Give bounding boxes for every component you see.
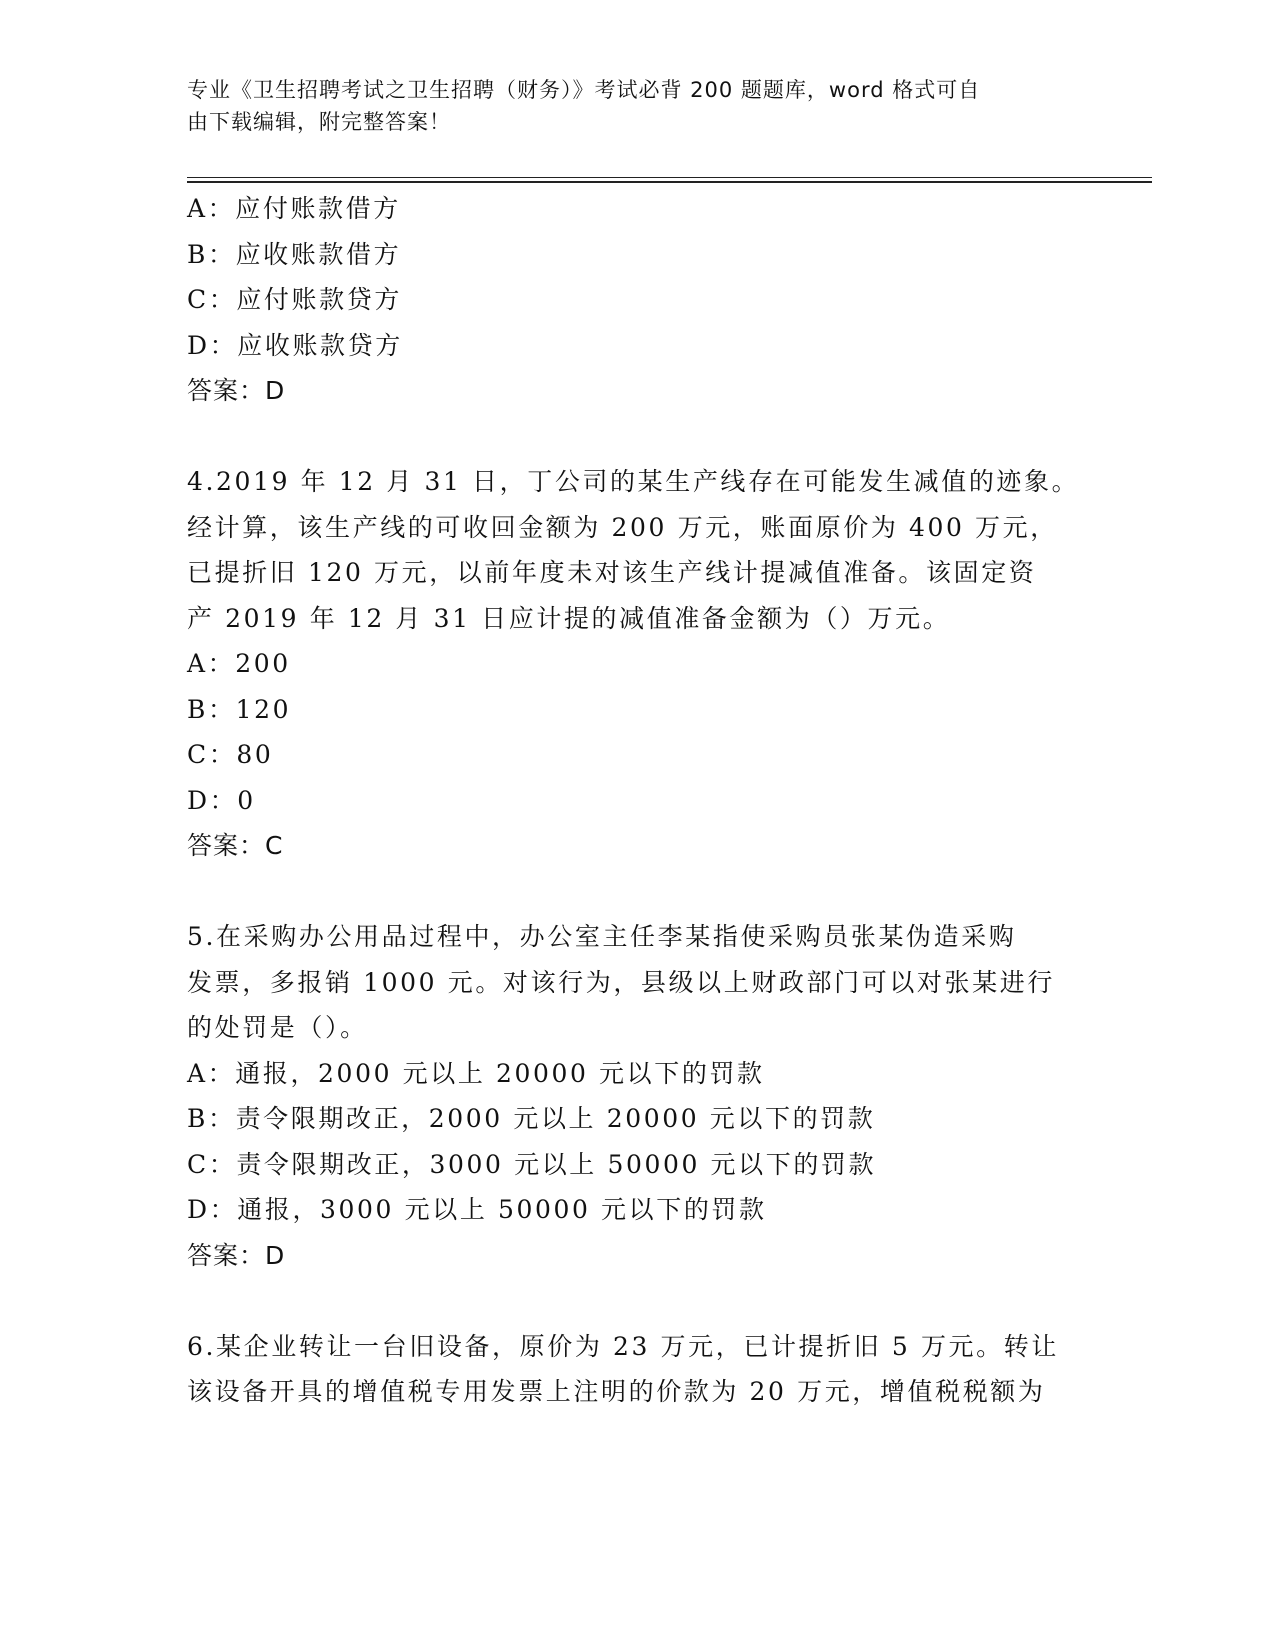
option-c: C：应付账款贷方 xyxy=(187,285,402,314)
question-text-line: 的处罚是（）。 xyxy=(187,1013,368,1042)
spacer xyxy=(187,414,1087,460)
question-3-tail xyxy=(187,186,1087,414)
question-text-line: 已提折旧 120 万元，以前年度未对该生产线计提减值准备。该固定资 xyxy=(187,558,1037,587)
answer-label: 答案：D xyxy=(187,376,286,405)
question-text-line: 该设备开具的增值税专用发票上注明的价款为 20 万元，增值税税额为 xyxy=(187,1377,1046,1406)
option-c: C：80 xyxy=(187,740,274,769)
question-5 xyxy=(187,914,1087,1278)
answer-label: 答案：C xyxy=(187,831,284,860)
option-d: D：0 xyxy=(187,785,256,815)
option-a: A：通报，2000 元以上 20000 元以下的罚款 xyxy=(187,1058,765,1088)
header-line-2: 由下载编辑，附完整答案！ xyxy=(187,110,451,134)
question-text-line: 5.在采购办公用品过程中，办公室主任李某指使采购员张某伪造采购 xyxy=(187,922,1017,951)
option-a: A：应付账款借方 xyxy=(187,194,401,223)
spacer xyxy=(187,869,1087,915)
option-b: B：责令限期改正，2000 元以上 20000 元以下的罚款 xyxy=(187,1104,876,1133)
question-text-line: 6.某企业转让一台旧设备，原价为 23 万元，已计提折旧 5 万元。转让 xyxy=(187,1331,1059,1361)
option-d: D：应收账款贷方 xyxy=(187,330,403,360)
header-divider-thick xyxy=(187,181,1152,183)
option-b: B：应收账款借方 xyxy=(187,239,402,269)
header-line-1: 专业《卫生招聘考试之卫生招聘（财务）》考试必背 200 题题库，word 格式可自 xyxy=(187,78,981,102)
option-a: A：200 xyxy=(187,649,291,678)
option-b: B：120 xyxy=(187,694,292,724)
document-header xyxy=(187,74,1087,138)
option-c: C：责令限期改正，3000 元以上 50000 元以下的罚款 xyxy=(187,1149,877,1179)
question-6 xyxy=(187,1324,1087,1415)
question-text-line: 发票，多报销 1000 元。对该行为，县级以上财政部门可以对张某进行 xyxy=(187,967,1055,997)
option-d: D：通报，3000 元以上 50000 元以下的罚款 xyxy=(187,1195,767,1224)
question-text-line: 产 2019 年 12 月 31 日应计提的减值准备金额为（）万元。 xyxy=(187,603,951,633)
question-text-line: 经计算，该生产线的可收回金额为 200 万元，账面原价为 400 万元， xyxy=(187,512,1058,542)
question-text-line: 4.2019 年 12 月 31 日，丁公司的某生产线存在可能发生减值的迹象。 xyxy=(187,467,1080,496)
header-divider-thin xyxy=(187,177,1152,178)
spacer xyxy=(187,1278,1087,1324)
answer-label: 答案：D xyxy=(187,1240,286,1270)
question-content xyxy=(187,186,1087,1415)
question-4 xyxy=(187,459,1087,869)
